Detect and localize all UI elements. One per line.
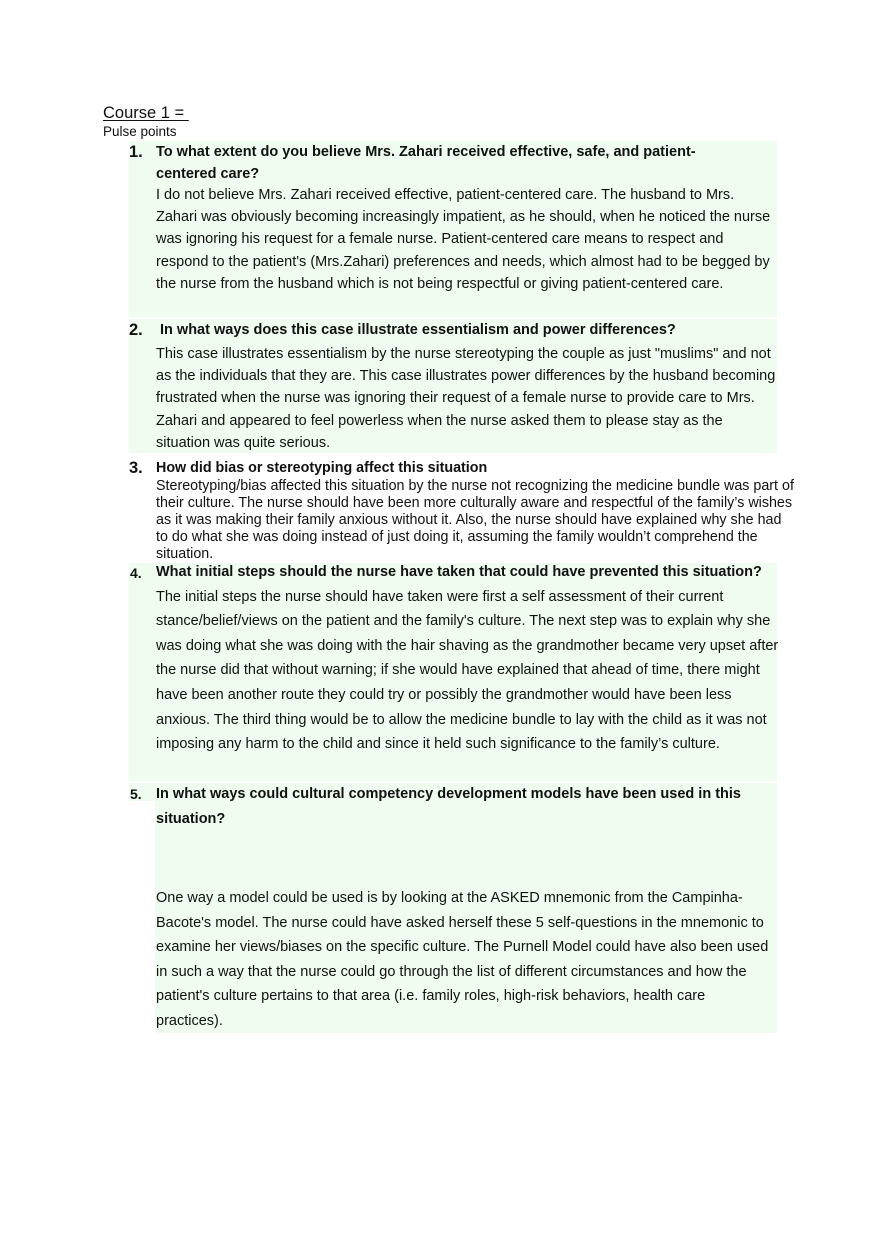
question-text: In what ways does this case illustrate essentialism and power differences? [160,322,676,338]
item-number: 3. [129,459,143,477]
answer-text: One way a model could be used is by looking at the ASKED mnemonic from the Campinha-Bacote's model. The nurse could have asked herself these 5 self-questions in the mnemonic to examine her views/biases on the specific culture. The Purnell Model could have also been used in such a way that the nurse could go through the list of different circumstances and how the patient's culture pertains to that area (i.e. family roles, high-risk behaviors, health care practices). [156,890,769,1029]
answer-text: This case illustrates essentialism by the nurse stereotyping the couple as just "muslims" and not as the individuals that they are. This case illustrates power differences by the husband becoming frustrated when the nurse was ignoring their request of a female nurse to provide care to Mrs. Zahari and appeared to feel powerless when the nurse asked them to please stay as the situation was quite serious. [156,346,776,451]
item-number: 4. [130,565,142,581]
question-text: In what ways could cultural competency development models have been used in this situation? [156,786,741,827]
item-number: 2. [129,321,143,339]
question-text: How did bias or stereotyping affect this situation [156,460,488,476]
question-text: What initial steps should the nurse have taken that could have prevented this situation? [156,564,762,580]
question-text: To what extent do you believe Mrs. Zahari received effective, safe, and patient-centered care? [156,144,696,182]
item-number: 1. [129,143,143,161]
answer-text: Stereotyping/bias affected this situation by the nurse not recognizing the medicine bundle was part of their culture. The nurse should have been more culturally aware and respectful of the family’s wishes as it was making their family anxious without it. Also, the nurse should have explained why she had to do what she was doing instead of just doing it, assuming the family wouldn’t comprehend the situation. [156,478,794,562]
question-answer-block [156,560,781,757]
answer-text: I do not believe Mrs. Zahari received effective, patient-centered care. The husband to Mrs. Zahari was obviously becoming increasingly impatient, as he should, when he noticed the nurse was ignoring his request for a female nurse. Patient-centered care means to respect and respond to the patient's (Mrs.Zahari) preferences and needs, which almost had to be begged by the nurse from the husband which is not being respectful or giving patient-centered care. [156,187,771,292]
course-title: Course 1 = [103,104,189,122]
answer-text: The initial steps the nurse should have taken were first a self assessment of their current stance/belief/views on the patient and the family's culture. The next step was to explain why she was doing what she was doing with the hair shaving as the grandmother became very upset after the nurse did that without warning; if she would have explained that ahead of time, there might have been another route they could try or possibly the grandmother would have been less anxious. The third thing would be to allow the medicine bundle to lay with the child as it was not imposing any harm to the child and since it held such significance to the family’s culture. [156,588,779,753]
item-number: 5. [130,786,142,802]
subtitle: Pulse points [103,124,177,139]
